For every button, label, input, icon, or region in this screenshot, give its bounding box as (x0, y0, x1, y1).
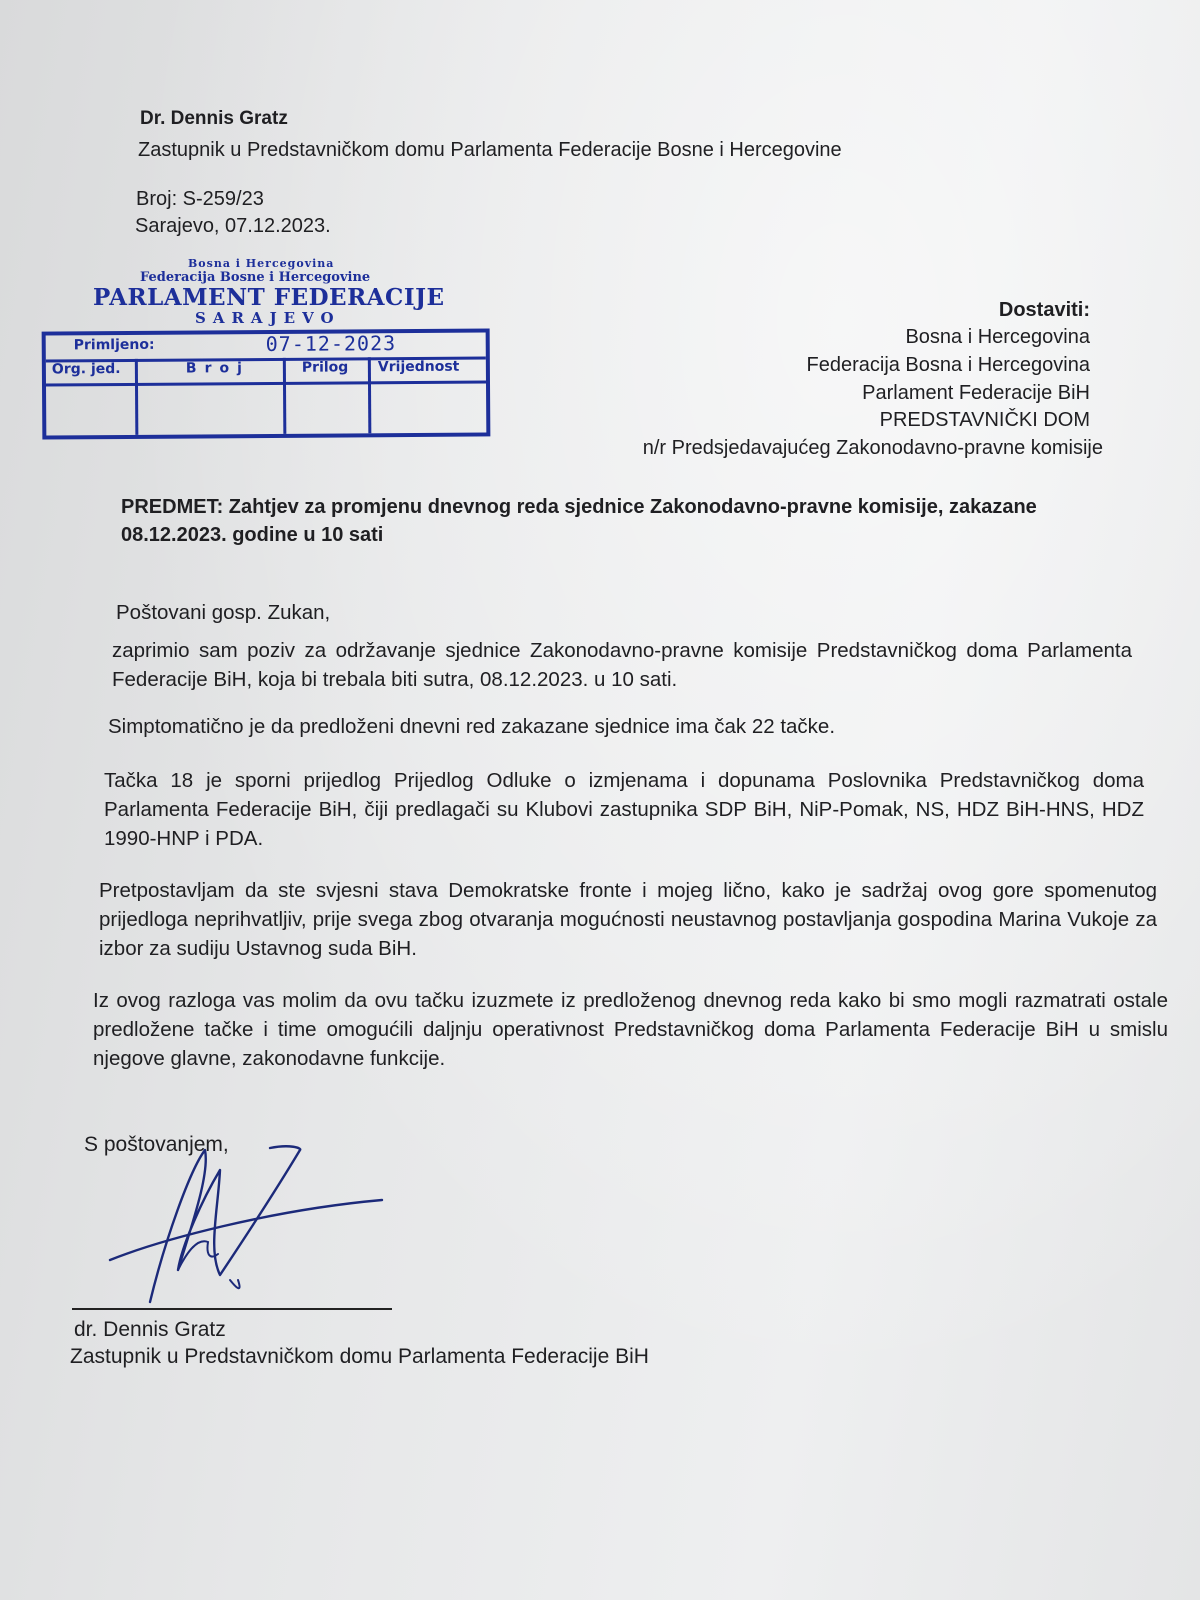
stamp-received-date: 07-12-2023 (265, 331, 397, 357)
signatory-name: dr. Dennis Gratz (74, 1318, 226, 1341)
stamp-institution: PARLAMENT FEDERACIJE (93, 284, 445, 311)
stamp-col-org: Org. jed. (51, 361, 121, 378)
stamp-city: SARAJEVO (195, 309, 341, 327)
stamp-header-row (46, 356, 486, 386)
stamp-country: Bosna i Hercegovina (188, 257, 335, 270)
stamp-col-broj: Broj (185, 360, 250, 377)
place-date: Sarajevo, 07.12.2023. (135, 215, 331, 237)
recipient-line: n/r Predsjedavajućeg Zakonodavno-pravne komisije (642, 437, 1103, 459)
recipient-line: Parlament Federacije BiH (862, 382, 1090, 404)
body-paragraph: Simptomatično je da predloženi dnevni red zakazane sjednice ima čak 22 tačke. (108, 715, 836, 738)
body-paragraph: Tačka 18 je sporni prijedlog Prijedlog Odluke o izmjenama i dopunama Poslovnika Predstavničkog doma Parlamenta Federacije BiH, čiji predlagači su Klubovi zastupnika SDP BiH, NiP-Pomak, NS, HDZ BiH-HNS, HDZ 1990-HNP i PDA. (104, 769, 1144, 850)
stamp-received-label: Primljeno: (73, 336, 155, 354)
sender-title: Zastupnik u Predstavničkom domu Parlamenta Federacije Bosne i Hercegovine (138, 139, 842, 161)
stamp-table (42, 328, 491, 439)
stamp-divider (368, 357, 372, 433)
stamp-divider (283, 358, 287, 434)
recipient-line: PREDSTAVNIČKI DOM (879, 409, 1090, 431)
body-paragraph: zaprimio sam poziv za održavanje sjednice Zakonodavno-pravne komisije Predstavničkog doma Parlamenta Federacije BiH, koja bi trebala biti sutra, 08.12.2023. u 10 sati. (112, 639, 1132, 691)
closing: S poštovanjem, (84, 1133, 229, 1156)
stamp-col-vrijednost: Vrijednost (377, 358, 460, 376)
recipient-heading: Dostaviti: (998, 299, 1090, 321)
recipient-line: Federacija Bosna i Hercegovina (806, 354, 1090, 376)
recipient-line: Bosna i Hercegovina (905, 326, 1090, 348)
stamp-col-prilog: Prilog (301, 359, 349, 376)
salutation: Poštovani gosp. Zukan, (116, 601, 331, 624)
handwritten-signature (70, 1130, 410, 1310)
signature-line (72, 1308, 392, 1310)
body-paragraph: Iz ovog razloga vas molim da ovu tačku izuzmete iz predloženog dnevnog reda kako bi smo mogli razmatrati ostale predložene tačke i time omogućili daljnju operativnost Predstavničkog doma Parlamenta Federacije BiH u smislu njegove glavne, zakonodavne funkcije. (93, 989, 1168, 1070)
body-paragraph: Pretpostavljam da ste svjesni stava Demokratske fronte i mojeg lično, kako je sadržaj ovog gore spomenutog prijedloga neprihvatljiv, prije svega zbog otvaranja mogućnosti neustavnog postavljanja gospodina Marina Vukoje za izbor za sudiju Ustavnog suda BiH. (99, 879, 1157, 960)
subject-line: PREDMET: Zahtjev za promjenu dnevnog reda sjednice Zakonodavno-pravne komisije, zakazane 08.12.2023. godine u 10 sati (121, 496, 1037, 546)
stamp-entity: Federacija Bosne i Hercegovine (140, 270, 371, 285)
signatory-title: Zastupnik u Predstavničkom domu Parlamenta Federacije BiH (70, 1345, 649, 1368)
sender-name: Dr. Dennis Gratz (140, 108, 288, 129)
stamp-divider (135, 359, 139, 435)
reference-number: Broj: S-259/23 (136, 188, 264, 210)
